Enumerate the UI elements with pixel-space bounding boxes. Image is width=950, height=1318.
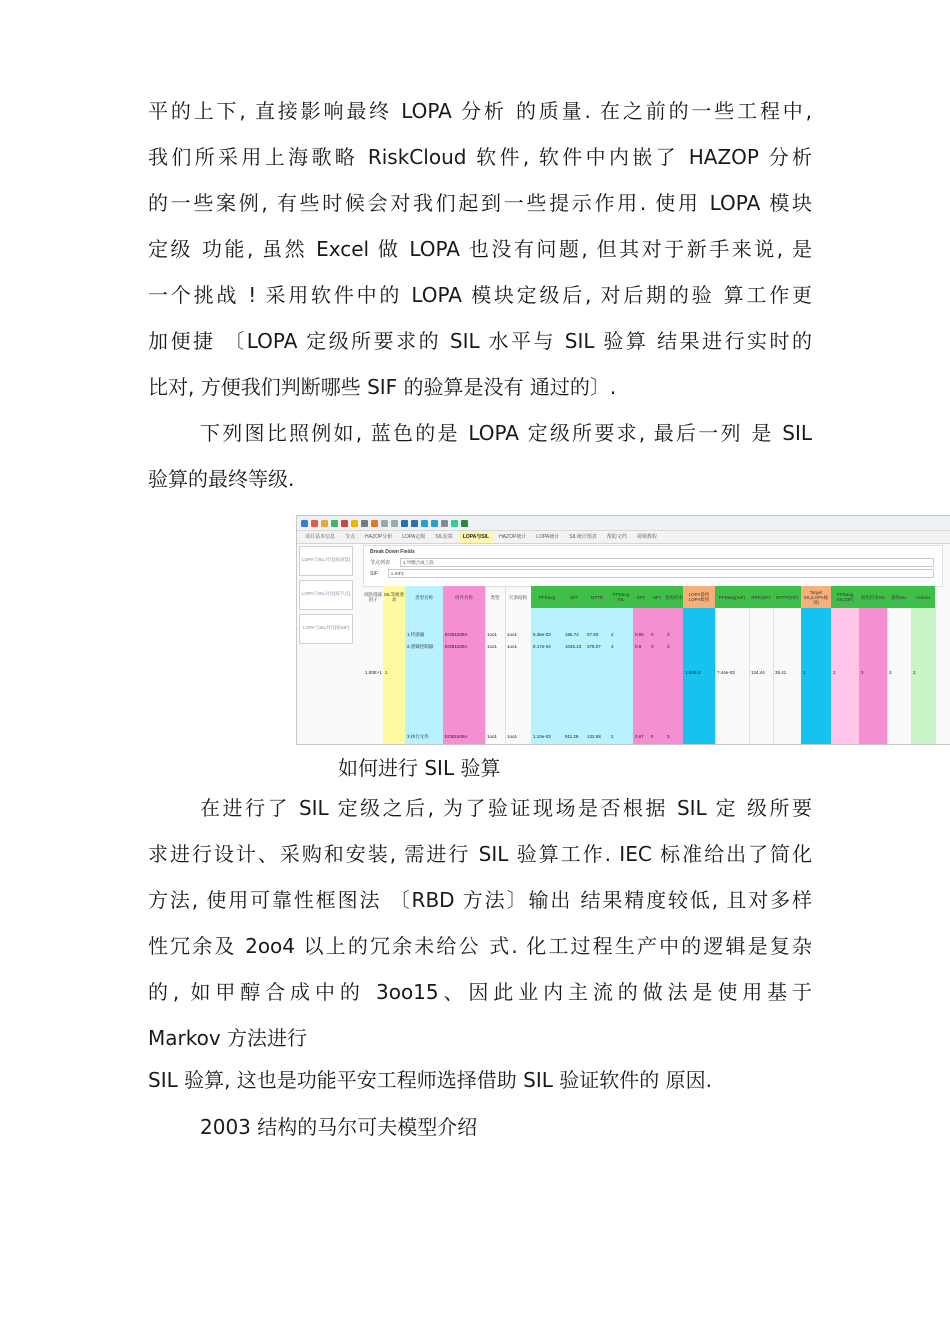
text-line: 求进行设计、采购和安装, 需进行 SIL 验算工作. IEC 标准给出了简化 xyxy=(148,842,812,866)
table-cell: 3 xyxy=(861,670,864,675)
table-cell: 185.72 xyxy=(565,632,579,637)
text-line: 一个挑战 ! 采用软件中的 LOPA 模块定级后, 对后期的验 算工作更 xyxy=(148,283,812,307)
table-column xyxy=(911,586,935,744)
add-icon[interactable] xyxy=(331,520,338,527)
table-cell: 2 xyxy=(611,734,614,739)
down-icon[interactable] xyxy=(391,520,398,527)
print-icon[interactable] xyxy=(361,520,368,527)
table-cell: 1 xyxy=(803,670,806,675)
node-select[interactable]: 1.甲醇合成工段 xyxy=(400,558,934,567)
table-column xyxy=(383,586,405,744)
tab-item[interactable]: 项目基本信息 xyxy=(305,534,336,540)
column-header: PFDavg xyxy=(531,586,563,608)
table-column xyxy=(715,586,749,744)
table-column xyxy=(443,586,485,744)
table-cell: 1oo1 xyxy=(507,644,518,649)
text-line: 的一些案例, 有些时候会对我们起到一些提示作用. 使用 LOPA 模块 xyxy=(148,191,812,215)
tab-item[interactable]: LOPA定级 xyxy=(402,534,426,540)
table-cell: 8.17e-04 xyxy=(533,644,551,649)
text-line: 下列图比照例如, 蓝色的是 LOPA 定级所要求, 最后一列 是 SIL xyxy=(200,421,812,445)
text-line: 性冗余及 2oo4 以上的冗余未给公 式. 化工过程生产中的逻辑是复杂 xyxy=(148,934,812,958)
tab-item[interactable]: HAZOP统计 xyxy=(499,534,527,540)
column-header: MTTR xyxy=(585,586,609,608)
column-header: 类型名称 xyxy=(415,594,433,600)
table-cell: 7.44e-03 xyxy=(717,670,735,675)
table-cell: EOB1508A xyxy=(445,644,468,649)
table-cell: 1.00E-2 xyxy=(685,670,701,675)
table-cell: 3.执行元件 xyxy=(407,734,429,739)
text-line: 在进行了 SIL 定级之后, 为了验证现场是否根据 SIL 定 级所要 xyxy=(200,796,812,820)
sif-select[interactable]: 1.SIF1 xyxy=(388,569,934,578)
table-column xyxy=(683,586,715,744)
table-column xyxy=(363,586,383,744)
table-cell: 2 xyxy=(611,632,614,637)
column-header: 风险削减因子 xyxy=(364,592,382,602)
column-header: 架构约束SIL xyxy=(859,586,887,608)
column-header: RRF(SIF) xyxy=(749,586,773,608)
filter-label: SIF xyxy=(370,570,378,577)
text-line: 验算的最终等级. xyxy=(148,467,295,491)
close-icon[interactable] xyxy=(311,520,318,527)
tab-lopa-sil[interactable]: LOPA与SIL xyxy=(459,531,493,543)
table-column xyxy=(563,586,585,744)
table-cell: 0.9 xyxy=(635,644,642,649)
text-line: 的, 如甲醇合成中的 3oo15、因此业内主流的做法是使用基于 xyxy=(148,980,812,1004)
column-header: HFT xyxy=(649,586,665,608)
table-cell: 3 xyxy=(667,632,670,637)
excel-icon[interactable] xyxy=(461,520,468,527)
filter-row xyxy=(364,557,942,568)
text-line: SIL 验算, 这也是功能平安工程师选择借助 SIL 验证软件的 原因. xyxy=(148,1068,712,1092)
filter-title xyxy=(364,546,942,557)
section-heading: 2003 结构的马尔可夫模型介绍 xyxy=(200,1115,478,1139)
table-cell: 132.08 xyxy=(587,734,601,739)
filter-row xyxy=(364,568,942,579)
side-item[interactable]: LOPA与SIL对比[按节点] xyxy=(299,580,353,610)
filter-label: 节点列表 xyxy=(370,560,391,566)
table-column xyxy=(773,586,801,744)
table-cell: 134.44 xyxy=(751,670,765,675)
table-cell: 1 xyxy=(385,670,388,675)
table-cell: 3 xyxy=(611,644,614,649)
table-column xyxy=(609,586,633,744)
paragraph-3 xyxy=(148,785,812,1061)
comparison-table xyxy=(363,586,950,744)
column-header: 组件名称 xyxy=(455,594,473,600)
column-header: SFF xyxy=(633,586,649,608)
tab-item[interactable]: SIL验算 xyxy=(435,534,453,540)
up-icon[interactable] xyxy=(381,520,388,527)
tab-item[interactable]: 帮助文档 xyxy=(606,534,627,540)
text-line: 方法, 使用可靠性框图法 〔RBD 方法〕输出 结果精度较低, 且对多样 xyxy=(148,888,812,912)
table-column xyxy=(405,586,443,744)
table-column xyxy=(531,586,563,744)
software-screenshot xyxy=(296,515,950,745)
table-cell: 1oo1 xyxy=(487,644,498,649)
folder-icon[interactable] xyxy=(351,520,358,527)
tab-item[interactable]: SIL统计图表 xyxy=(569,534,597,540)
paragraph-2 xyxy=(148,410,812,502)
chart-icon[interactable] xyxy=(411,520,418,527)
export-icon[interactable] xyxy=(371,520,378,527)
table-column xyxy=(633,586,649,744)
column-divider xyxy=(935,586,936,744)
save-icon[interactable] xyxy=(301,520,308,527)
text-line: 加便捷 〔LOPA 定级所要求的 SIL 水平与 SIL 验算 结果进行实时的 xyxy=(148,329,812,353)
table-cell: 3 xyxy=(667,734,670,739)
table-cell: 1oo1 xyxy=(487,734,498,739)
table-column xyxy=(485,586,505,744)
settings-icon[interactable] xyxy=(441,520,448,527)
delete-icon[interactable] xyxy=(341,520,348,527)
edit-icon[interactable] xyxy=(321,520,328,527)
text-line: 比对, 方便我们判断哪些 SIF 的验算是没有 通过的〕. xyxy=(148,375,617,399)
column-header: PFDavg SIL xyxy=(609,586,633,608)
table-column xyxy=(585,586,609,744)
table-cell: 35.41 xyxy=(775,670,787,675)
column-header: 类型 xyxy=(490,594,500,600)
table-cell: 0 xyxy=(651,734,654,739)
table-column xyxy=(749,586,773,744)
table-cell: 0 xyxy=(651,644,654,649)
toolbar xyxy=(297,516,950,531)
tab-item[interactable]: 节点 xyxy=(345,534,356,540)
table-cell: 0 xyxy=(651,632,654,637)
caption: 如何进行 SIL 验算 xyxy=(338,756,501,780)
filter-icon[interactable] xyxy=(421,520,428,527)
tab-bar xyxy=(297,531,950,544)
grid-icon[interactable] xyxy=(401,520,408,527)
table-cell: 3 xyxy=(889,670,892,675)
paragraph-1 xyxy=(148,88,812,410)
column-header: Actions xyxy=(911,586,935,608)
table-cell: 2 xyxy=(913,670,916,675)
text-line: 我们所采用上海歌略 RiskCloud 软件, 软件中内嵌了 HAZOP 分析 xyxy=(148,145,812,169)
table-cell: 1oo1 xyxy=(487,632,498,637)
table-cell: 1046.23 xyxy=(565,644,582,649)
side-item[interactable]: LOPA与SIL对比[按场景] xyxy=(299,546,353,576)
table-column xyxy=(831,586,859,744)
table-column xyxy=(665,586,683,744)
table-cell: 2 xyxy=(833,670,836,675)
table-cell: EOB1508A xyxy=(445,632,468,637)
side-item[interactable]: LOPA与SIL对比[按SIF] xyxy=(299,614,353,644)
cloud-icon[interactable] xyxy=(431,520,438,527)
text-line: Markov 方法进行 xyxy=(148,1026,308,1050)
table-cell: 1.10e-03 xyxy=(533,734,551,739)
table-cell: 2.逻辑控制器 xyxy=(407,644,434,649)
tab-item[interactable]: HAZOP分析 xyxy=(365,534,393,540)
table-cell: 378.07 xyxy=(587,644,601,649)
text-line: 定级 功能, 虽然 Excel 做 LOPA 也没有问题, 但其对于新手来说, 是 xyxy=(148,237,812,261)
column-header: PFDavg SIL(SIF) xyxy=(831,586,859,608)
filter-title-text: Break Down Fields xyxy=(370,548,415,555)
table-cell: 57.83 xyxy=(587,632,599,637)
column-header: Target SIL(LOPA级别) xyxy=(801,586,831,608)
table-column xyxy=(649,586,665,744)
column-header: 架构约束 xyxy=(665,586,683,608)
refresh-icon[interactable] xyxy=(451,520,458,527)
table-column xyxy=(887,586,911,744)
tab-item[interactable]: LOPA统计 xyxy=(536,534,560,540)
table-cell: EOB1508A xyxy=(445,734,468,739)
table-cell: 5.36e-03 xyxy=(533,632,551,637)
column-header: 冗余结构 xyxy=(509,594,527,600)
table-cell: 1.00E+1 xyxy=(365,670,382,675)
table-cell: 3 xyxy=(667,644,670,649)
table-cell: 1.传感器 xyxy=(407,632,425,637)
table-column xyxy=(505,586,531,744)
table-cell: 1oo1 xyxy=(507,734,518,739)
tab-item[interactable]: 视频教程 xyxy=(636,534,657,540)
column-header: MTTF(SIF) xyxy=(773,586,801,608)
side-panel xyxy=(299,546,357,742)
table-cell: 1oo1 xyxy=(507,632,518,637)
column-header: PFDavg(SIF) xyxy=(715,586,749,608)
column-header: 最终SIL xyxy=(887,586,911,608)
column-header: SFF xyxy=(563,586,585,608)
table-column xyxy=(801,586,831,744)
text-line: 平的上下, 直接影响最终 LOPA 分析 的质量. 在之前的一些工程中, xyxy=(148,99,812,123)
table-cell: 0.95 xyxy=(635,632,644,637)
column-header: LOPA最终LOPA级别 xyxy=(683,586,715,608)
table-cell: 0.67 xyxy=(635,734,644,739)
table-cell: 911.29 xyxy=(565,734,579,739)
table-column xyxy=(859,586,887,744)
column-header: SIL等级要求 xyxy=(383,592,405,602)
filter-panel xyxy=(363,545,943,587)
